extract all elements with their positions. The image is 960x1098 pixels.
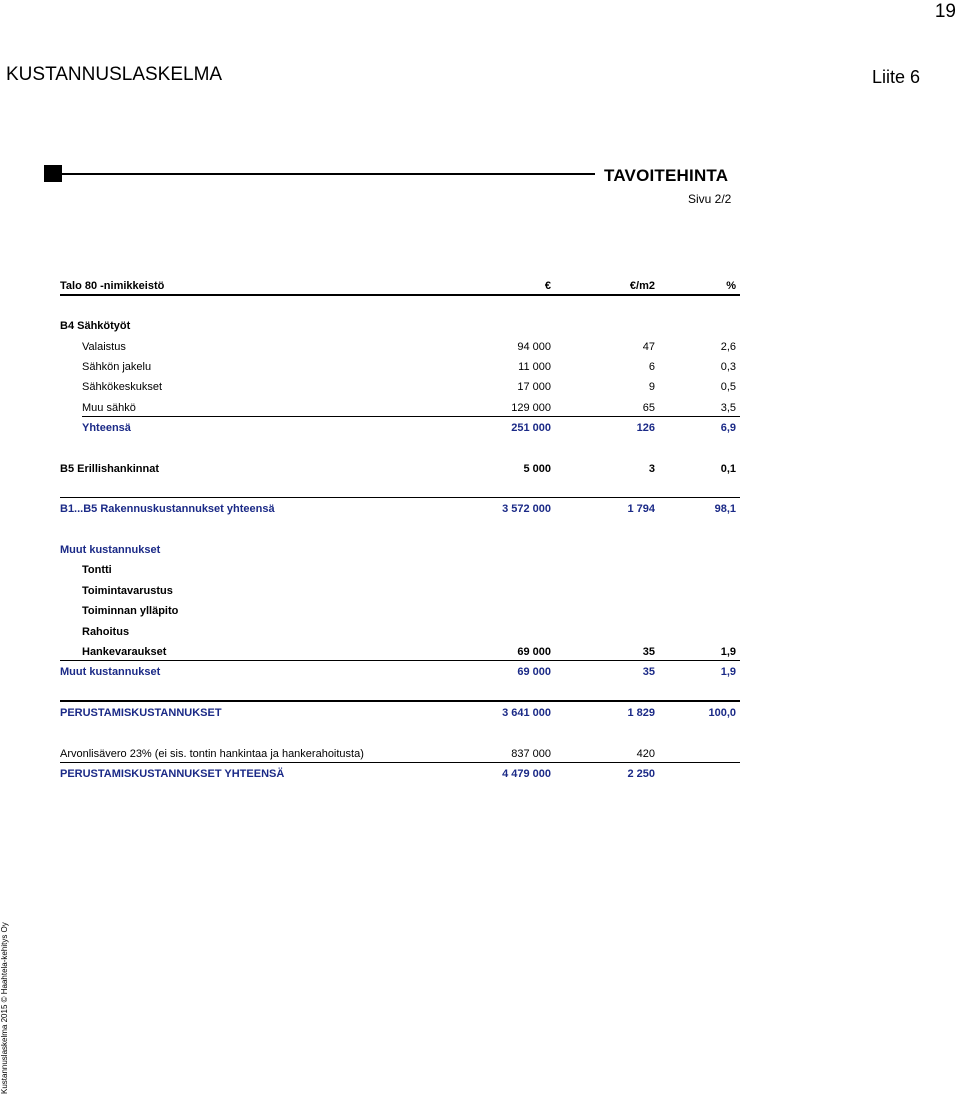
row-eur: 5 000: [523, 463, 551, 475]
row-pct: 1,9: [720, 646, 736, 658]
row-label: B5 Erillishankinnat: [60, 463, 160, 475]
row-eur-m2: 1 794: [627, 503, 655, 515]
table-header: [60, 277, 740, 295]
subtotal-rule: [82, 416, 740, 417]
row-label: Sähkön jakelu: [82, 361, 152, 373]
row-eur-m2: 6: [648, 361, 655, 373]
subtotal-row: [60, 419, 740, 437]
b4-title: B4 Sähkötyöt: [60, 320, 131, 332]
row-label: Rahoitus: [82, 626, 130, 638]
row-eur: 94 000: [517, 341, 551, 353]
row-label: Toimintavarustus: [82, 585, 173, 597]
row-label: Tontti: [82, 564, 112, 576]
report-page: Sivu 2/2: [688, 192, 732, 206]
table-row: [60, 378, 740, 396]
row-eur-m2: 47: [642, 341, 655, 353]
row-eur: 251 000: [511, 422, 551, 434]
total-row: [60, 704, 740, 722]
subtotal-rule: [60, 660, 740, 661]
header-label: Talo 80 -nimikkeistö: [60, 280, 165, 292]
row-eur: 17 000: [517, 381, 551, 393]
list-item: [60, 623, 740, 641]
section-title: [60, 317, 740, 335]
row-pct: 1,9: [720, 666, 736, 678]
row-pct: 0,5: [720, 381, 736, 393]
row-eur-m2: 9: [648, 381, 655, 393]
grand-total-row: [60, 765, 740, 783]
document-title: KUSTANNUSLASKELMA: [6, 64, 223, 85]
row-eur: 837 000: [511, 748, 551, 760]
total-rule: [60, 700, 740, 702]
row-label: Hankevaraukset: [82, 646, 167, 658]
list-item: [60, 582, 740, 600]
total-rule: [60, 497, 740, 498]
row-label: B1...B5 Rakennuskustannukset yhteensä: [60, 503, 275, 515]
row-label: Muu sähkö: [82, 402, 136, 414]
row-eur: 129 000: [511, 402, 551, 414]
page-number: 19: [934, 1, 956, 22]
copyright-side-note: Kustannuslaskelma 2015 © Haahtela-kehitys Oy: [0, 922, 9, 1094]
row-label: Valaistus: [82, 341, 126, 353]
list-item: [60, 561, 740, 579]
report-title: TAVOITEHINTA: [604, 166, 729, 185]
grand-total-rule: [60, 762, 740, 763]
row-pct: 2,6: [720, 341, 736, 353]
row-pct: 98,1: [714, 503, 736, 515]
row-label: Sähkökeskukset: [82, 381, 163, 393]
table-row: [60, 460, 740, 478]
row-pct: 0,1: [720, 463, 736, 475]
row-eur-m2: 65: [642, 402, 655, 414]
header-rule-line: [60, 294, 740, 296]
table-row: [60, 338, 740, 356]
row-eur-m2: 420: [636, 748, 655, 760]
row-eur-m2: 35: [642, 646, 655, 658]
table-row: [60, 643, 740, 661]
row-pct: 0,3: [720, 361, 736, 373]
row-eur-m2: 2 250: [627, 768, 655, 780]
other-title: Muut kustannukset: [60, 544, 161, 556]
row-pct: 3,5: [720, 402, 736, 414]
row-label: Yhteensä: [82, 422, 131, 434]
header-pct: %: [726, 280, 736, 292]
row-eur-m2: 126: [636, 422, 655, 434]
header-square-mark: [44, 165, 62, 182]
row-label: Muut kustannukset: [60, 666, 161, 678]
row-eur: 69 000: [517, 666, 551, 678]
subtotal-row: [60, 663, 740, 681]
row-eur: 3 641 000: [502, 707, 551, 719]
header-eur-m2: €/m2: [629, 280, 655, 292]
row-eur: 3 572 000: [502, 503, 551, 515]
table-row: [60, 745, 740, 763]
row-label: PERUSTAMISKUSTANNUKSET YHTEENSÄ: [60, 768, 285, 780]
row-eur-m2: 35: [642, 666, 655, 678]
row-pct: 100,0: [708, 707, 736, 719]
total-row: [60, 500, 740, 518]
list-item: [60, 602, 740, 620]
row-eur-m2: 1 829: [627, 707, 655, 719]
table-row: [60, 399, 740, 417]
header-rule: [62, 173, 595, 175]
row-eur: 69 000: [517, 646, 551, 658]
row-eur: 4 479 000: [502, 768, 551, 780]
row-label: PERUSTAMISKUSTANNUKSET: [60, 707, 222, 719]
row-label: Toiminnan ylläpito: [82, 605, 179, 617]
header-eur: €: [544, 280, 551, 292]
row-eur-m2: 3: [648, 463, 655, 475]
appendix-label: Liite 6: [871, 67, 920, 87]
row-eur: 11 000: [518, 361, 551, 373]
section-title: [60, 541, 740, 559]
row-label: Arvonlisävero 23% (ei sis. tontin hankintaa ja hankerahoitusta): [60, 748, 364, 760]
table-row: [60, 358, 740, 376]
row-pct: 6,9: [720, 422, 736, 434]
